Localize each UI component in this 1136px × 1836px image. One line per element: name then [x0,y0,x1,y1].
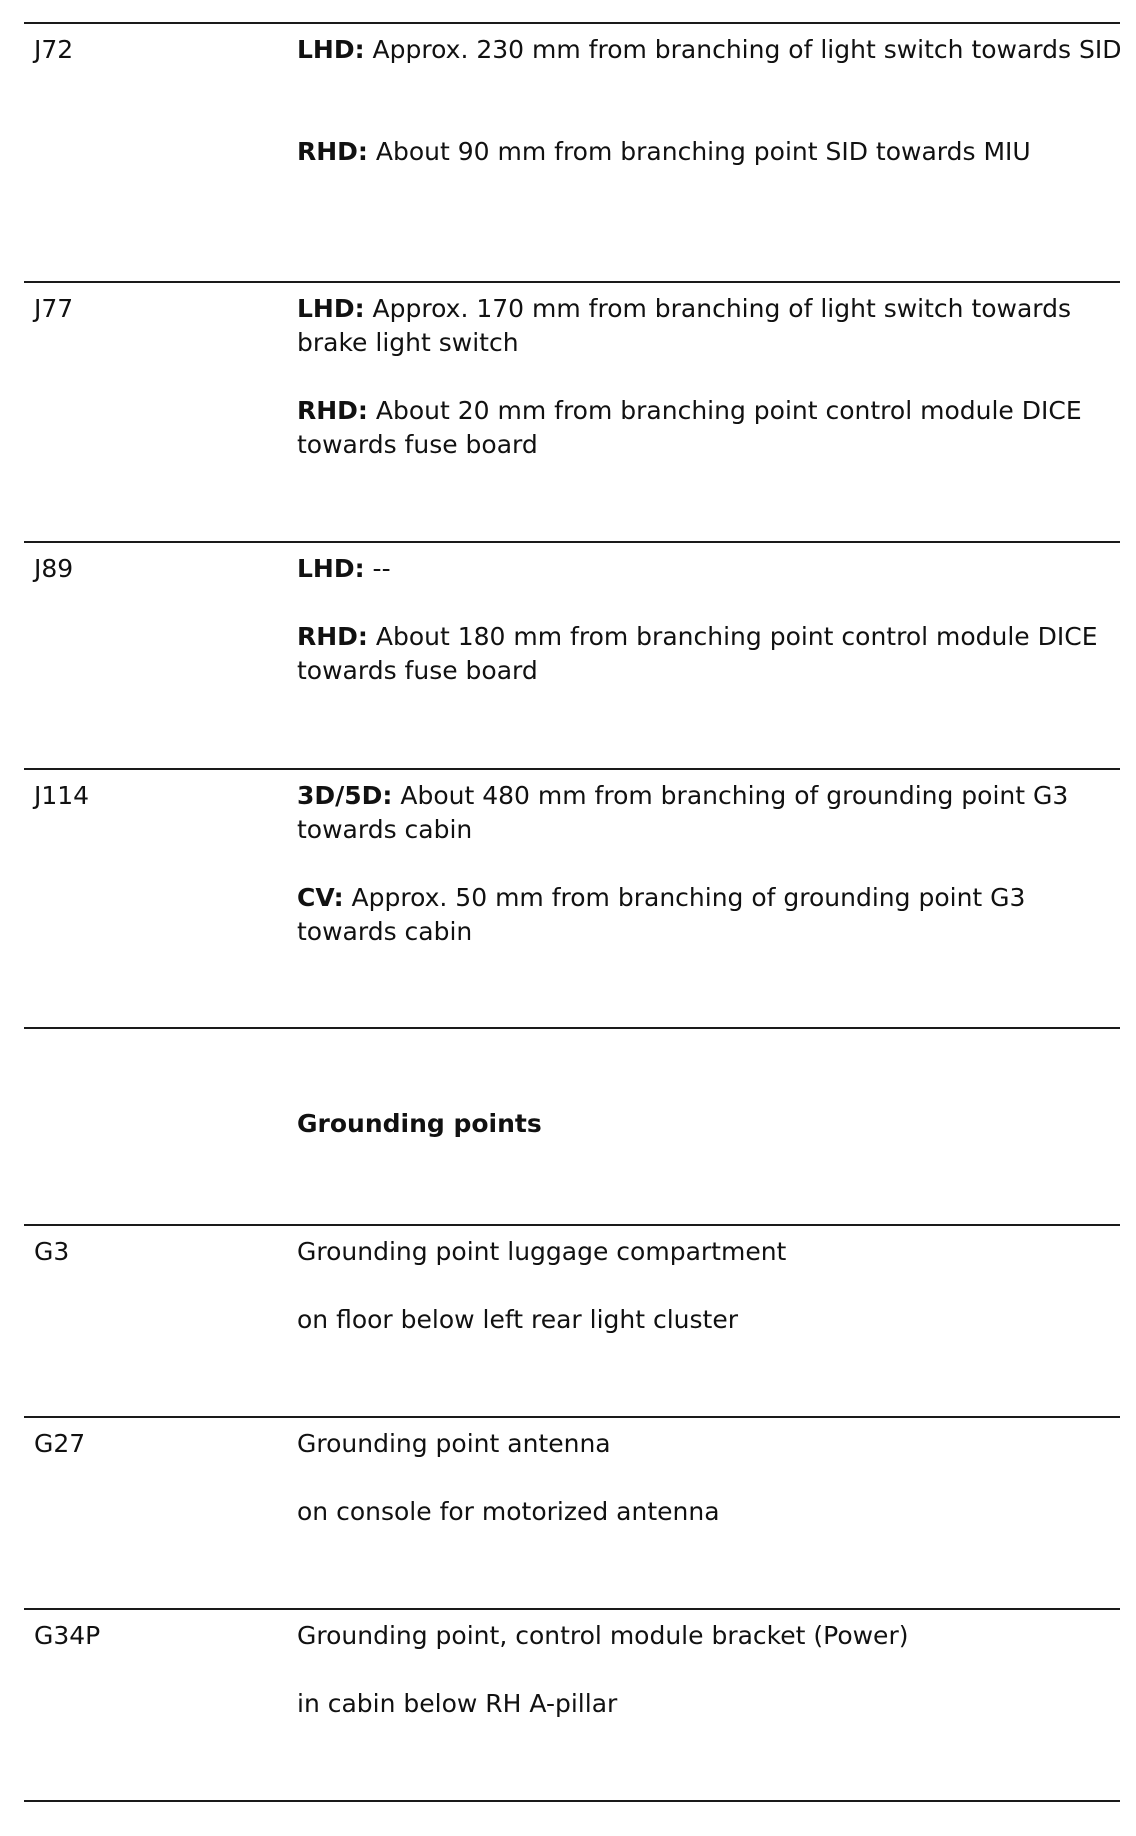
row-divider [24,1800,1120,1802]
lhd-label: LHD: [297,294,365,323]
grounding-code: G34P [34,1621,101,1650]
rhd-text: About 90 mm from branching point SID towards MIU [367,137,1031,166]
rhd-label: RHD: [297,137,368,166]
cv-label: CV: [297,883,344,912]
rhd-text: About 20 mm from branching point control module DICE towards fuse board [297,396,1082,459]
3d5d-text: About 480 mm from branching of grounding point G3 towards cabin [297,781,1069,844]
junction-code: J77 [34,294,74,323]
lhd-text: Approx. 230 mm from branching of light switch towards SID [364,35,1122,64]
lhd-text: -- [364,554,391,583]
junction-code: J89 [34,554,74,583]
grounding-code: G3 [34,1237,70,1266]
row-divider [24,1608,1120,1610]
row-divider [24,768,1120,770]
lhd-description [297,292,1127,360]
grounding-location: in cabin below RH A-pillar [297,1689,618,1718]
lhd-description [297,552,1127,586]
row-divider [24,281,1120,283]
3d5d-label: 3D/5D: [297,781,393,810]
rhd-label: RHD: [297,622,368,651]
lhd-label: LHD: [297,554,365,583]
row-divider [24,22,1120,24]
grounding-name: Grounding point, control module bracket (Power) [297,1621,909,1650]
junction-code: J114 [34,781,90,810]
row-divider [24,541,1120,543]
3d5d-description [297,779,1127,847]
lhd-description [297,33,1127,67]
rhd-text: About 180 mm from branching point control module DICE towards fuse board [297,622,1098,685]
cv-description [297,881,1127,949]
junction-code: J72 [34,35,74,64]
lhd-label: LHD: [297,35,365,64]
rhd-description [297,394,1127,462]
row-divider [24,1224,1120,1226]
lhd-text: Approx. 170 mm from branching of light switch towards brake light switch [297,294,1072,357]
row-divider [24,1416,1120,1418]
row-divider [24,1027,1120,1029]
rhd-description [297,620,1127,688]
cv-text: Approx. 50 mm from branching of grounding point G3 towards cabin [297,883,1026,946]
rhd-description [297,135,1127,169]
grounding-location: on console for motorized antenna [297,1497,720,1526]
grounding-code: G27 [34,1429,86,1458]
grounding-name: Grounding point antenna [297,1429,611,1458]
grounding-name: Grounding point luggage compartment [297,1237,787,1266]
rhd-label: RHD: [297,396,368,425]
grounding-location: on floor below left rear light cluster [297,1305,739,1334]
section-heading: Grounding points [297,1109,542,1138]
